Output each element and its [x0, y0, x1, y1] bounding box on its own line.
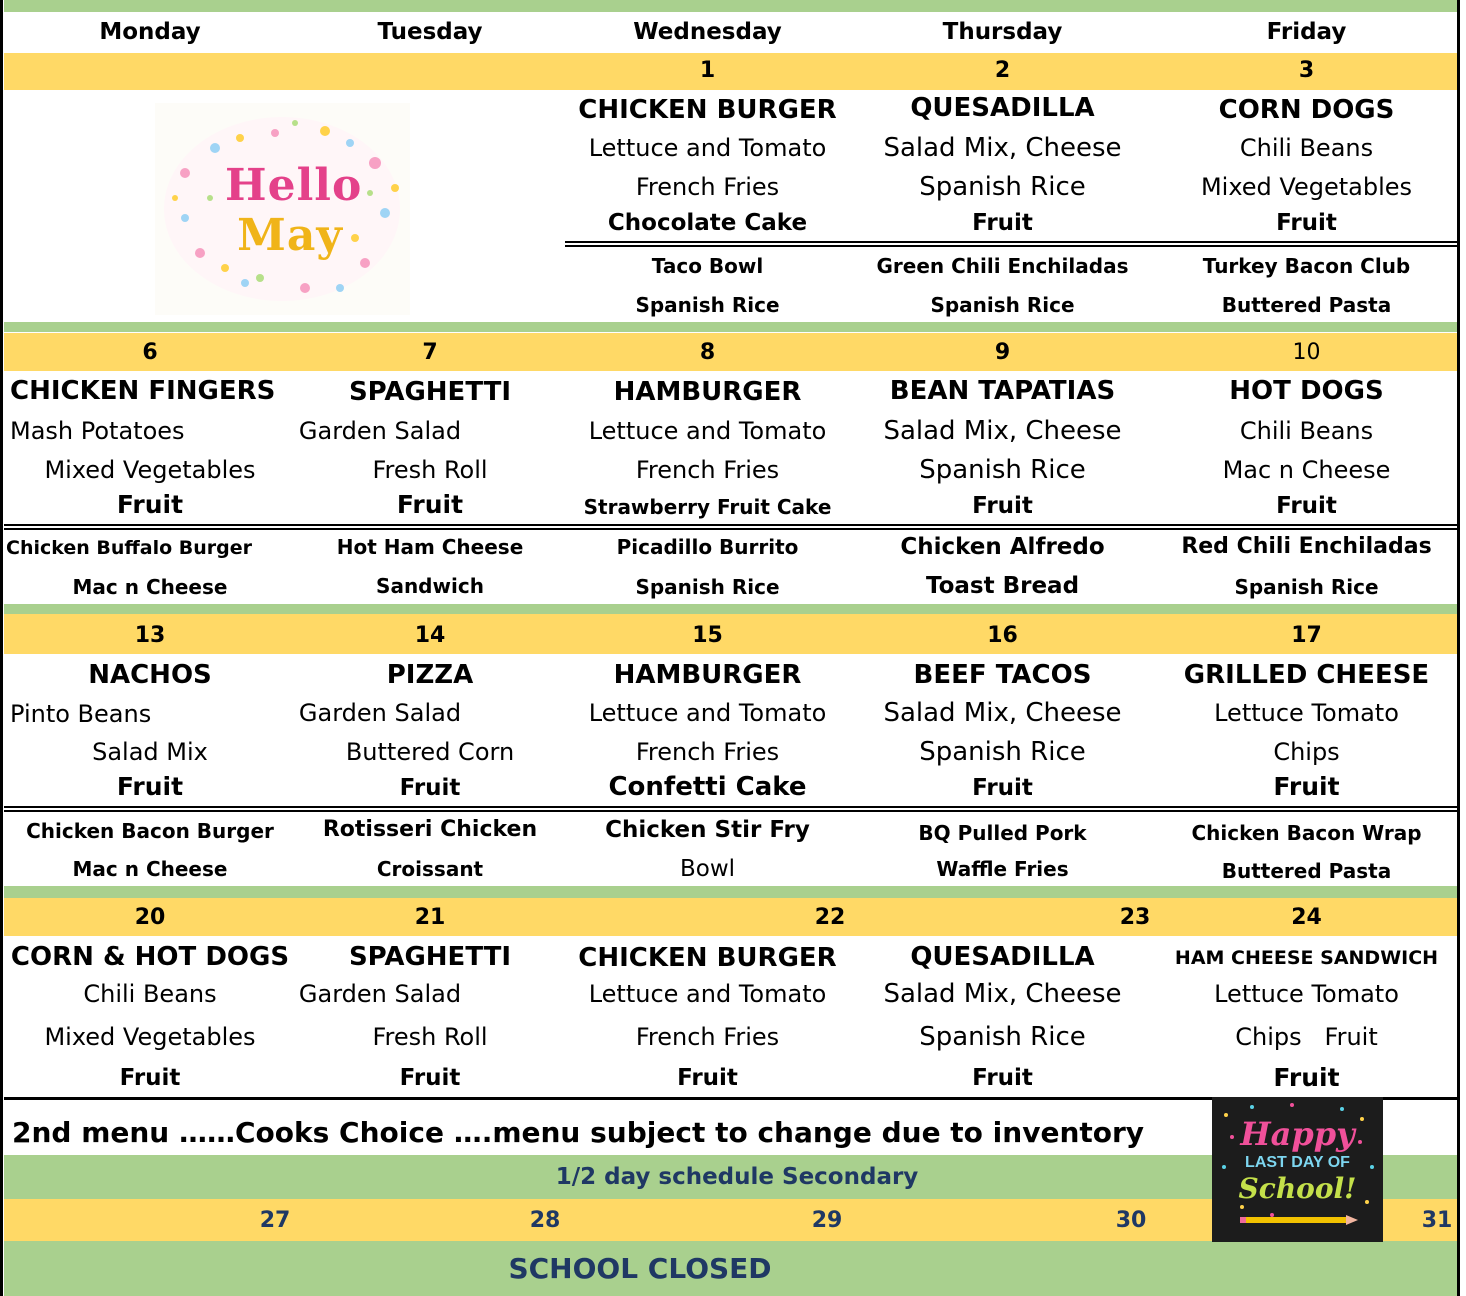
- side-item: Pinto Beans: [10, 700, 152, 728]
- divider: [4, 528, 1458, 530]
- last-day-of-text: LAST DAY OF: [1245, 1154, 1350, 1171]
- main-dish: SPAGHETTI: [348, 942, 512, 972]
- side-item: Lettuce and Tomato: [588, 699, 827, 727]
- alt-menu-item: Chicken Bacon Wrap: [1191, 821, 1422, 845]
- side-item: Chili Beans: [83, 980, 217, 1008]
- date-number: 24: [1291, 905, 1322, 930]
- side-item: Mash Potatoes: [10, 417, 185, 445]
- cooks-choice-note: 2nd menu ……Cooks Choice ….menu subject to change due to inventory: [12, 1116, 1145, 1149]
- alt-menu-item: Chicken Stir Fry: [605, 817, 810, 843]
- day-header-thursday: Thursday: [942, 19, 1063, 45]
- side-item: Mixed Vegetables: [44, 1023, 256, 1051]
- date-number: 28: [529, 1208, 561, 1233]
- hello-text: Hello: [225, 160, 363, 211]
- side-item: Salad Mix, Cheese: [883, 979, 1122, 1009]
- side-item: Mac n Cheese: [1222, 456, 1391, 484]
- school-closed: SCHOOL CLOSED: [508, 1252, 772, 1285]
- alt-menu-item: Green Chili Enchiladas: [876, 254, 1129, 278]
- dessert-item: Fruit: [1276, 493, 1337, 519]
- day-header-friday: Friday: [1266, 19, 1347, 45]
- side-item: Lettuce Tomato: [1214, 980, 1399, 1008]
- main-dish: PIZZA: [386, 660, 474, 690]
- dessert-item: Fruit: [119, 1065, 181, 1091]
- dessert-item: Strawberry Fruit Cake: [583, 495, 832, 519]
- side-item: Spanish Rice: [919, 737, 1086, 767]
- date-number: 8: [699, 340, 716, 365]
- alt-menu-item: Turkey Bacon Club: [1202, 254, 1411, 278]
- alt-menu-item: Buttered Pasta: [1221, 859, 1392, 883]
- dessert-item: Fruit: [116, 772, 184, 801]
- dessert-item: Fruit: [677, 1065, 738, 1091]
- dessert-item: Fruit: [1273, 1063, 1340, 1092]
- happy-text: Happy: [1240, 1115, 1355, 1153]
- alt-menu-item: Buttered Pasta: [1221, 293, 1392, 317]
- day-header-tuesday: Tuesday: [377, 19, 483, 45]
- dessert-item: Fruit: [116, 490, 184, 519]
- side-item: Lettuce Tomato: [1214, 699, 1399, 727]
- alt-menu-item: Mac n Cheese: [72, 575, 228, 599]
- side-item: French Fries: [635, 173, 780, 201]
- side-item: French Fries: [635, 456, 780, 484]
- alt-menu-item: Mac n Cheese: [72, 857, 228, 881]
- separator-band: [4, 886, 1458, 898]
- side-item: Garden Salad: [298, 980, 462, 1008]
- alt-menu-item: Spanish Rice: [635, 293, 780, 317]
- alt-menu-item: Croissant: [376, 857, 484, 881]
- date-number: 6: [142, 340, 158, 365]
- main-dish: BEAN TAPATIAS: [889, 376, 1116, 406]
- date-number: 22: [814, 905, 846, 930]
- main-dish: HAM CHEESE SANDWICH: [1174, 947, 1439, 969]
- side-item: Mixed Vegetables: [44, 456, 256, 484]
- main-dish: NACHOS: [88, 660, 212, 690]
- date-number: 27: [259, 1208, 291, 1233]
- date-number: 21: [414, 905, 446, 930]
- side-item: Salad Mix, Cheese: [883, 133, 1122, 163]
- side-item: Fresh Roll: [372, 1023, 488, 1051]
- divider: [4, 524, 1458, 526]
- side-item: Buttered Corn: [345, 738, 515, 766]
- date-number: 1: [699, 58, 716, 83]
- date-number: 16: [987, 623, 1018, 648]
- alt-menu-item: BQ Pulled Pork: [918, 821, 1087, 845]
- day-header-monday: Monday: [99, 19, 201, 45]
- may-text: May: [237, 210, 343, 261]
- side-item: Salad Mix, Cheese: [883, 698, 1122, 728]
- alt-menu-item: Toast Bread: [925, 573, 1080, 599]
- main-dish: HAMBURGER: [613, 377, 802, 407]
- side-item: Spanish Rice: [919, 172, 1086, 202]
- date-number: 3: [1298, 58, 1315, 83]
- top-band: [4, 0, 1458, 12]
- main-dish: CORN & HOT DOGS: [10, 942, 290, 972]
- alt-menu-item: Spanish Rice: [1234, 575, 1379, 599]
- dessert-item: Fruit: [1276, 210, 1337, 236]
- alt-menu-item: Sandwich: [376, 574, 484, 598]
- separator-band: [4, 322, 1458, 332]
- main-dish: HAMBURGER: [613, 660, 802, 690]
- half-day-schedule: 1/2 day schedule Secondary: [555, 1164, 919, 1190]
- side-item: Chips Fruit: [1235, 1023, 1378, 1051]
- dessert-item: Fruit: [399, 775, 461, 801]
- date-number: 14: [414, 623, 446, 648]
- alt-menu-item: Rotisseri Chicken: [322, 817, 538, 842]
- dessert-item: Fruit: [396, 490, 464, 519]
- divider: [565, 241, 1458, 243]
- dessert-item: Confetti Cake: [608, 772, 807, 802]
- date-number: 10: [1292, 340, 1321, 365]
- main-dish: HOT DOGS: [1229, 376, 1384, 406]
- main-dish: GRILLED CHEESE: [1183, 660, 1430, 690]
- dessert-item: Fruit: [972, 210, 1033, 236]
- alt-menu-item: Chicken Bacon Burger: [26, 819, 274, 843]
- date-number: 31: [1421, 1208, 1453, 1233]
- side-item: Lettuce and Tomato: [588, 417, 827, 445]
- date-number: 23: [1119, 905, 1151, 930]
- separator-band: [4, 604, 1458, 614]
- hello-may-image: [155, 103, 410, 315]
- date-number: 13: [134, 623, 166, 648]
- dessert-item: Fruit: [1273, 772, 1340, 801]
- side-item: Lettuce and Tomato: [588, 134, 827, 162]
- side-item: Spanish Rice: [919, 1022, 1086, 1052]
- side-item: French Fries: [635, 1023, 780, 1051]
- main-dish: QUESADILLA: [910, 942, 1095, 972]
- dessert-item: Fruit: [972, 775, 1033, 801]
- alt-menu-item: Spanish Rice: [635, 575, 780, 599]
- alt-menu-item: Hot Ham Cheese: [336, 535, 524, 559]
- date-number: 2: [994, 58, 1011, 83]
- side-item: Fresh Roll: [372, 456, 488, 484]
- divider: [4, 810, 1458, 812]
- alt-menu-item: Picadillo Burrito: [616, 535, 799, 559]
- left-border: [0, 0, 3, 1296]
- side-item: Garden Salad: [298, 417, 462, 445]
- side-item: Chili Beans: [1239, 134, 1374, 162]
- side-item: Chips: [1273, 738, 1340, 766]
- alt-menu-item: Chicken Buffalo Burger: [6, 537, 253, 559]
- date-number: 30: [1115, 1208, 1147, 1233]
- side-item: Lettuce and Tomato: [588, 980, 827, 1008]
- side-item: Spanish Rice: [919, 455, 1086, 485]
- dessert-item: Fruit: [972, 1065, 1033, 1091]
- side-item: Mixed Vegetables: [1200, 173, 1413, 201]
- date-number: 20: [134, 905, 166, 930]
- alt-menu-item: Chicken Alfredo: [900, 534, 1105, 560]
- date-number: 17: [1291, 623, 1322, 648]
- main-dish: SPAGHETTI: [348, 377, 512, 407]
- alt-menu-item: Waffle Fries: [936, 857, 1069, 881]
- date-number: 29: [811, 1208, 843, 1233]
- side-item: Garden Salad: [298, 699, 462, 727]
- side-item: Chili Beans: [1239, 417, 1374, 445]
- main-dish: QUESADILLA: [910, 93, 1095, 123]
- school-text: School!: [1238, 1172, 1357, 1205]
- dessert-item: Fruit: [399, 1065, 461, 1091]
- dessert-item: Chocolate Cake: [607, 210, 808, 236]
- alt-menu-item: Red Chili Enchiladas: [1181, 534, 1432, 559]
- main-dish: CORN DOGS: [1218, 95, 1395, 125]
- date-number: 15: [692, 623, 723, 648]
- dessert-item: Fruit: [972, 493, 1033, 519]
- day-header-wednesday: Wednesday: [633, 19, 782, 45]
- divider: [4, 806, 1458, 808]
- side-item: Salad Mix: [92, 738, 208, 766]
- main-dish: CHICKEN BURGER: [578, 943, 837, 973]
- alt-menu-item: Spanish Rice: [930, 293, 1075, 317]
- main-dish: CHICKEN FINGERS: [10, 376, 276, 406]
- alt-menu-item: Bowl: [679, 856, 736, 882]
- side-item: Salad Mix, Cheese: [883, 416, 1122, 446]
- date-number: 9: [994, 340, 1011, 365]
- divider: [565, 245, 1458, 247]
- main-dish: BEEF TACOS: [913, 660, 1092, 690]
- date-number: 7: [422, 340, 438, 365]
- alt-menu-item: Taco Bowl: [651, 254, 764, 278]
- main-dish: CHICKEN BURGER: [578, 95, 837, 125]
- side-item: French Fries: [635, 738, 780, 766]
- happy-last-day-image: [1212, 1097, 1383, 1242]
